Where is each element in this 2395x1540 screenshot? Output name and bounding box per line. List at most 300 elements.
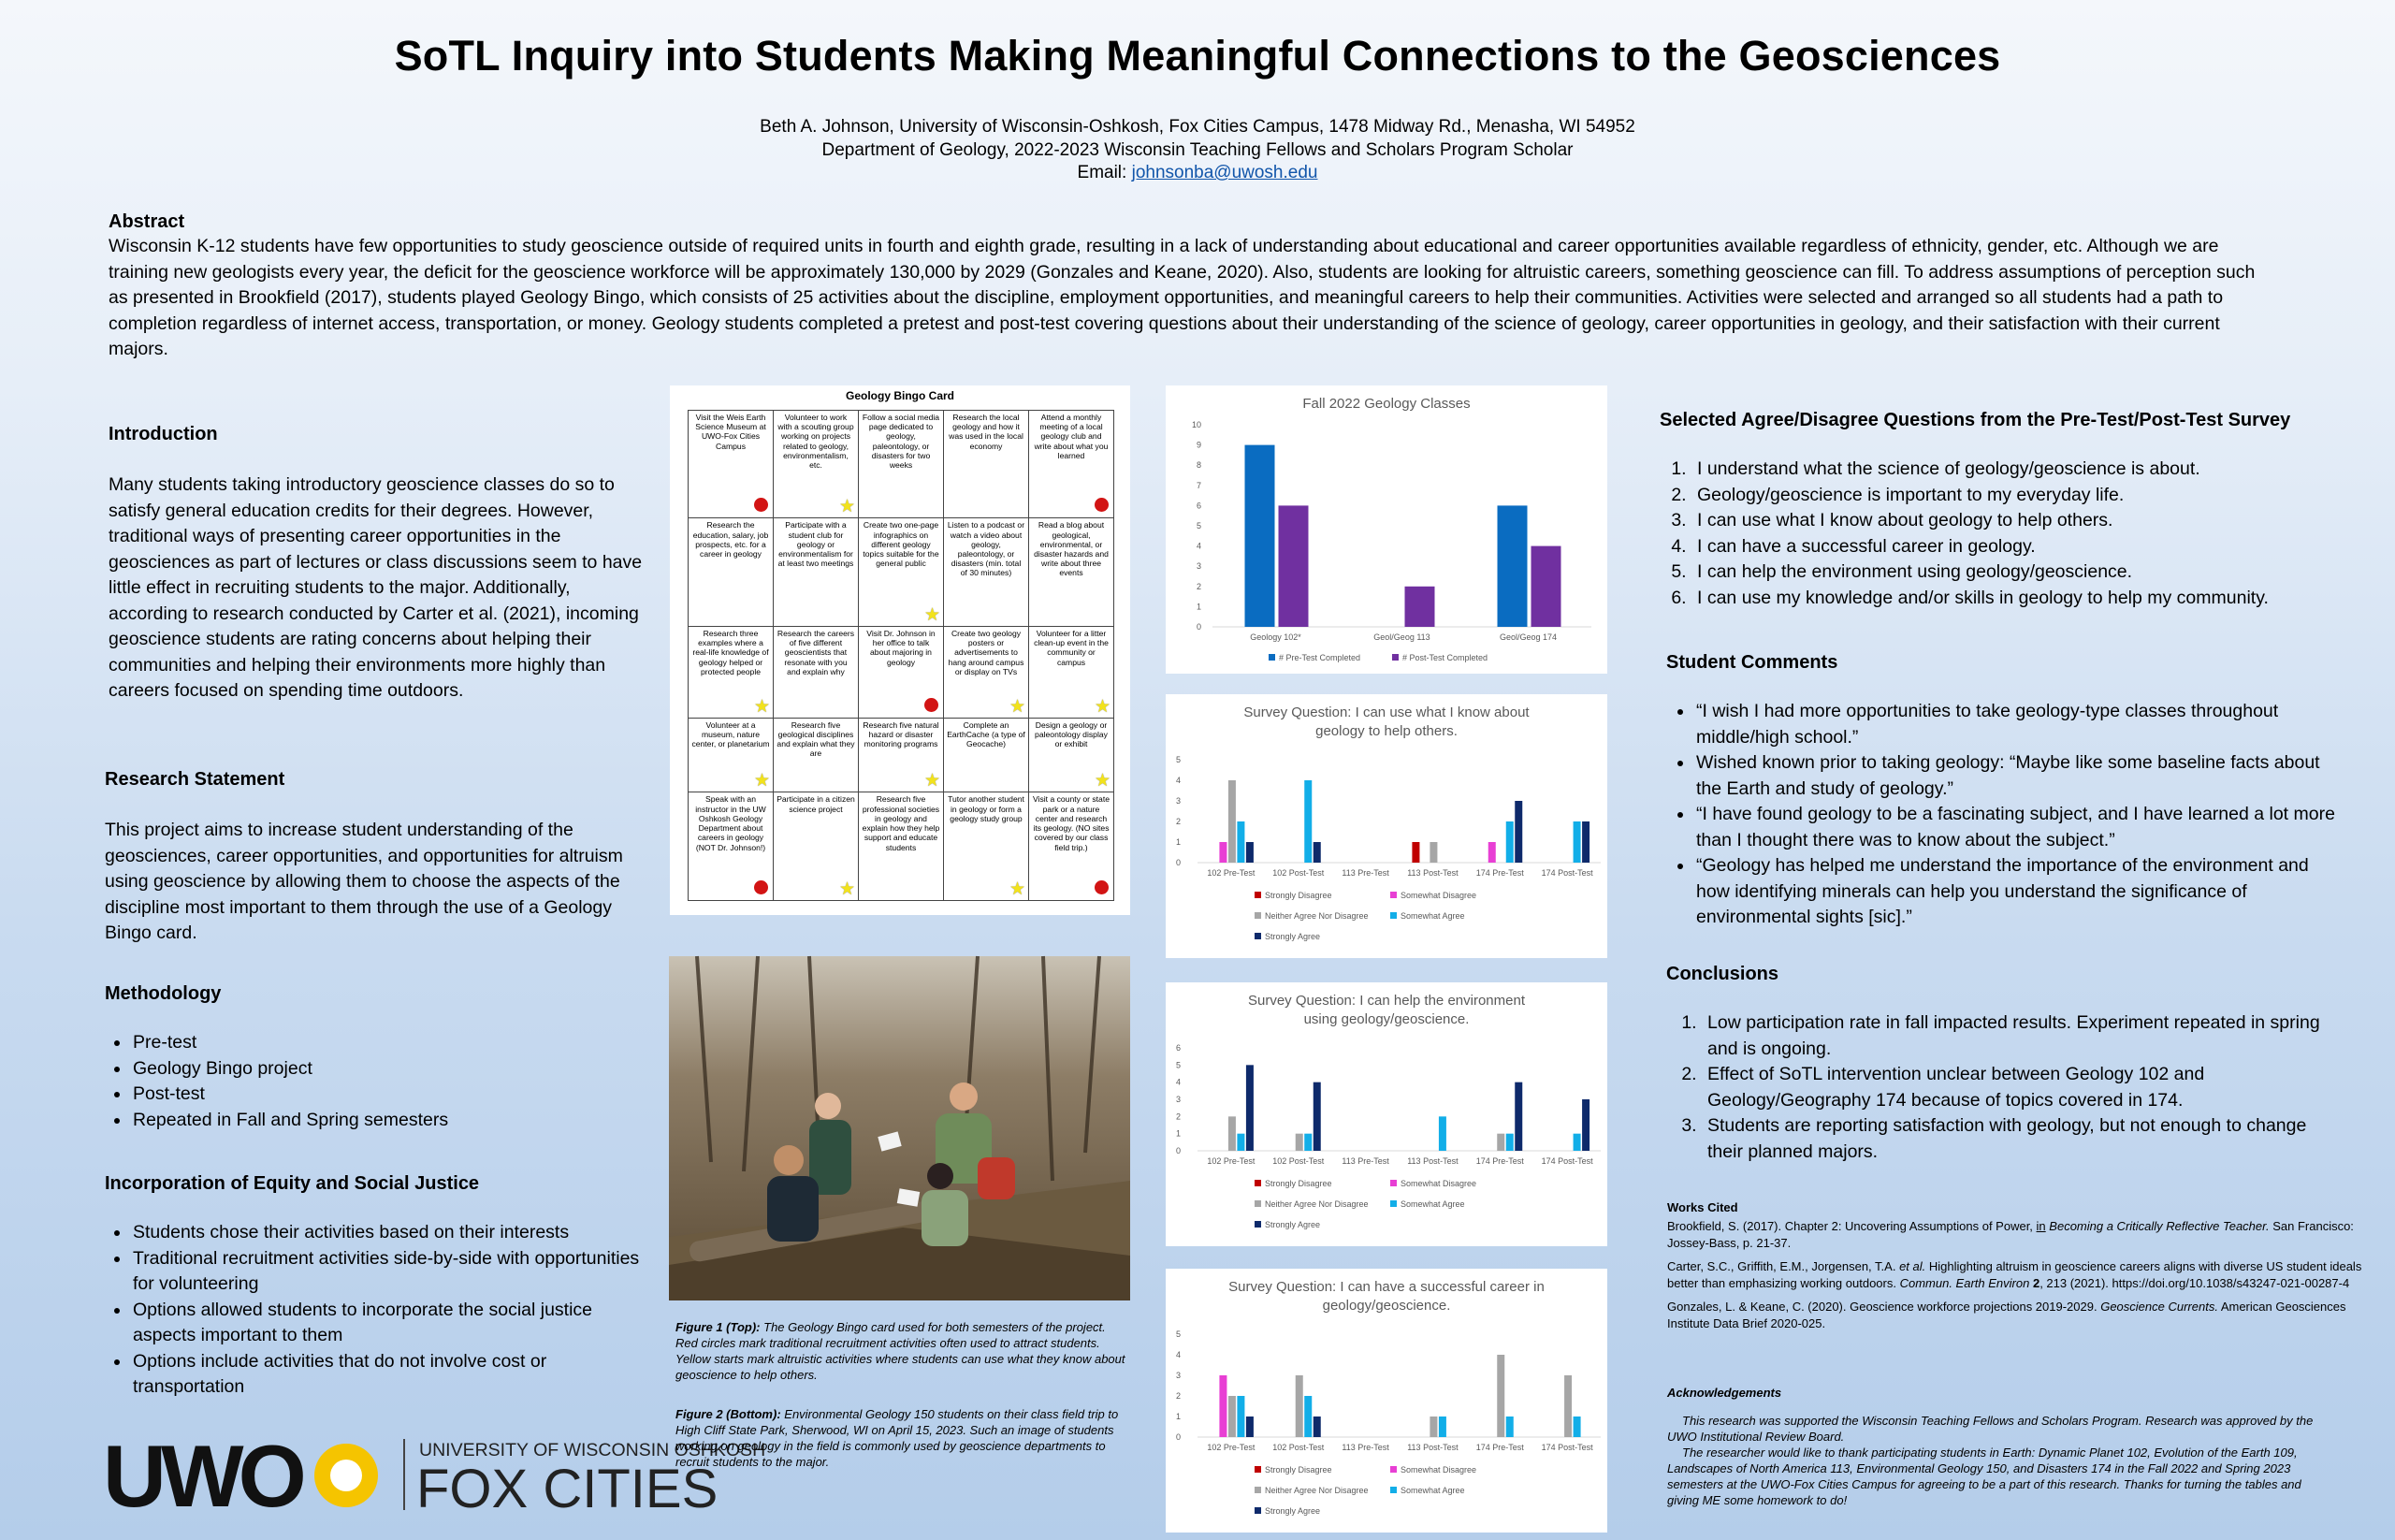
red-circle-marker <box>754 880 768 894</box>
yellow-star-marker: ★ <box>838 497 855 517</box>
bingo-cell <box>689 718 774 792</box>
figure-1-caption <box>675 1319 1130 1383</box>
legend-label: Neither Agree Nor Disagree <box>1265 1486 1369 1495</box>
bingo-cell-text: Research the education, salary, job prospects, etc. for a career in geology <box>692 520 769 559</box>
chart-title: using geology/geoscience. <box>1303 1011 1470 1027</box>
bingo-cell-text: Research three examples where a real-life knowledge of geology helped or protected people <box>692 628 769 676</box>
bingo-cell-text: Read a blog about geological, environmental, or disaster hazards and write about three events <box>1034 520 1109 578</box>
bingo-cell-text: Research five geological disciplines and explain what they are <box>777 719 855 759</box>
bingo-cell <box>774 518 859 626</box>
methodology-list <box>105 1030 643 1133</box>
list-item: • Repeated in Fall and Spring semesters <box>131 1108 643 1134</box>
x-tick-label: 174 Pre-Test <box>1475 868 1524 878</box>
x-tick-label: 174 Post-Test <box>1541 868 1593 878</box>
red-circle-marker <box>754 498 768 512</box>
bingo-grid <box>688 410 1114 901</box>
list-item: • Post-test <box>131 1082 643 1108</box>
author-email-line <box>0 163 2395 183</box>
ref-text: Carter, S.C., Griffith, E.M., Jorgensen, T.A. <box>1667 1259 1900 1273</box>
abstract-heading: Abstract <box>109 211 185 232</box>
y-tick-label: 0 <box>1175 858 1181 867</box>
research-heading: Research Statement <box>105 769 285 790</box>
legend-label: Neither Agree Nor Disagree <box>1265 911 1369 921</box>
acknowledgements-section <box>1667 1385 2331 1508</box>
bar <box>1314 1417 1321 1437</box>
list-item: • “I wish I had more opportunities to take geology-type classes throughout middle/high school.” <box>1694 699 2340 750</box>
list-item: • “I have found geology to be a fascinating subject, and I have learned a lot more than I thought there was to know about the subject.” <box>1694 802 2340 853</box>
list-item: • Options include activities that do not involve cost or transportation <box>131 1349 647 1401</box>
survey-list <box>1660 457 2333 611</box>
x-tick-label: 102 Post-Test <box>1272 1443 1325 1452</box>
y-tick-label: 9 <box>1196 440 1201 450</box>
acknowledgements-p1: This research was supported the Wisconsin Teaching Fellows and Scholars Program. Research was approved by the UWO Institutional Review Board. <box>1667 1414 2314 1444</box>
bar <box>1304 780 1312 863</box>
abstract-text: Wisconsin K-12 students have few opportunities to study geoscience outside of required units in fourth and eighth grade, resulting in a lack of understanding about educational and career opportunities available regardless of ethnicity, gender, etc. Although we are training new geologists every year, the deficit for the geoscience workforce will be approximately 130,000 by 2029 (Gonzales and Keane, 2020). Also, students are looking for altruistic careers, something geoscience can fill. To address assumptions of perception such as presented in Brookfield (2017), students played Geology Bingo, which consists of 25 activities about the discipline, employment opportunities, and meaningful careers to help their communities. Activities were selected and arranged so all students had a path to completion regardless of internet access, transportation, or money. Geology students completed a pretest and post-test covering questions about their understanding of the science of geology, career opportunities in geology, and their satisfaction with their current majors. <box>109 236 2256 359</box>
ref-text: San Francisco: Jossey-Bass, p. 21-37. <box>1667 1219 2354 1250</box>
chart-svg <box>1166 982 1607 1246</box>
y-tick-label: 2 <box>1175 1391 1181 1401</box>
bingo-cell <box>774 718 859 792</box>
bar <box>1439 1116 1446 1151</box>
works-cited-section <box>1667 1199 2364 1339</box>
x-tick-label: 113 Pre-Test <box>1342 1156 1389 1166</box>
bar <box>1246 1065 1254 1151</box>
bingo-cell <box>944 626 1029 718</box>
x-tick-label: 102 Pre-Test <box>1207 1156 1256 1166</box>
list-item: 3. I can use what I know about geology to help others. <box>1691 508 2333 534</box>
equity-list <box>105 1220 647 1401</box>
x-tick-label: 174 Post-Test <box>1541 1443 1593 1452</box>
bar <box>1304 1396 1312 1437</box>
bingo-cell-text: Visit the Weis Earth Science Museum at UWO-Fox Cities Campus <box>695 413 766 451</box>
bingo-cell-text: Create two geology posters or advertisements to hang around campus or display on TVs <box>948 628 1024 676</box>
legend-label: # Pre-Test Completed <box>1279 653 1361 662</box>
bingo-cell <box>774 626 859 718</box>
y-tick-label: 3 <box>1175 1371 1181 1380</box>
ref-text: Becoming a Critically Reflective Teacher. <box>2049 1219 2270 1233</box>
bingo-cell-text: Complete an EarthCache (a type of Geocache) <box>947 719 1025 749</box>
bingo-cell <box>944 411 1029 518</box>
y-tick-label: 5 <box>1175 1329 1181 1339</box>
bar <box>1430 1417 1437 1437</box>
bar <box>1582 1099 1589 1151</box>
list-item: • “Geology has helped me understand the importance of the environment and how identifying minerals can help you understand the significance of environmental sights [sic].” <box>1694 853 2340 931</box>
ref-text: et al. <box>1899 1259 1926 1273</box>
ref-text: Commun. Earth Environ <box>1899 1276 2030 1290</box>
legend-label: Somewhat Agree <box>1401 1486 1465 1495</box>
equity-section <box>105 1173 647 1401</box>
list-item: 6. I can use my knowledge and/or skills in geology to help my community. <box>1691 586 2333 612</box>
list-item: 3. Students are reporting satisfaction with geology, but not enough to change their planned majors. <box>1702 1113 2340 1165</box>
bingo-cell-text: Design a geology or paleontology display or exhibit <box>1035 719 1108 749</box>
comments-list <box>1666 699 2340 931</box>
bar <box>1304 1134 1312 1151</box>
y-tick-label: 4 <box>1175 1350 1181 1359</box>
yellow-star-marker: ★ <box>1094 696 1110 717</box>
figure-2-label: Figure 2 (Bottom): <box>675 1407 781 1421</box>
list-item: 1. I understand what the science of geology/geoscience is about. <box>1691 457 2333 483</box>
bingo-cell-text: Create two one-page infographics on different geology topics suitable for the general public <box>863 520 939 569</box>
ref-text: American Geosciences Institute Data Brief 2020-025. <box>1667 1300 2346 1330</box>
legend-swatch <box>1390 1487 1397 1493</box>
legend-swatch <box>1390 892 1397 898</box>
bingo-cell-text: Listen to a podcast or watch a video about geology, paleontology, or disasters (min. total of 30 minutes) <box>947 520 1025 578</box>
bingo-cell-text: Volunteer at a museum, nature center, or planetarium <box>691 719 770 749</box>
legend-swatch <box>1255 1200 1261 1207</box>
reference-2 <box>1667 1258 2364 1292</box>
list-item: 5. I can help the environment using geology/geoscience. <box>1691 559 2333 586</box>
y-tick-label: 1 <box>1175 837 1181 847</box>
list-item: 2. Effect of SoTL intervention unclear between Geology 102 and Geology/Geography 174 because of topics covered in 174. <box>1702 1062 2340 1113</box>
bar <box>1246 842 1254 863</box>
bingo-cell-text: Research the careers of five different geoscientists that resonate with you and explain why <box>777 628 855 676</box>
bar <box>1314 1082 1321 1151</box>
x-tick-label: 113 Pre-Test <box>1342 1443 1389 1452</box>
legend-swatch <box>1255 933 1261 939</box>
bingo-cell <box>944 718 1029 792</box>
introduction-section <box>109 424 651 705</box>
conclusions-section <box>1666 964 2340 1165</box>
list-item: • Options allowed students to incorporate the social justice aspects important to them <box>131 1298 647 1349</box>
bar <box>1237 821 1244 863</box>
bingo-row <box>689 411 1114 518</box>
y-tick-label: 4 <box>1175 1077 1181 1087</box>
legend-label: Strongly Agree <box>1265 1506 1321 1516</box>
bingo-row <box>689 718 1114 792</box>
bingo-cell-text: Participate with a student club for geology or environmentalism for at least two meetings <box>777 520 854 569</box>
comments-heading: Student Comments <box>1666 652 1838 673</box>
yellow-star-marker: ★ <box>753 771 770 792</box>
y-tick-label: 0 <box>1196 622 1201 632</box>
bar <box>1228 1396 1236 1437</box>
chart-title: geology/geoscience. <box>1322 1298 1451 1314</box>
y-tick-label: 2 <box>1175 817 1181 826</box>
y-tick-label: 7 <box>1196 480 1201 490</box>
y-tick-label: 3 <box>1175 1095 1181 1104</box>
bingo-row <box>689 518 1114 626</box>
methodology-section <box>105 983 643 1133</box>
legend-swatch <box>1255 892 1261 898</box>
bingo-cell-text: Participate in a citizen science project <box>777 794 855 814</box>
research-section <box>105 769 643 947</box>
red-circle-marker <box>1095 880 1109 894</box>
legend-swatch <box>1390 1180 1397 1186</box>
bar <box>1314 842 1321 863</box>
acknowledgements-p2: The researcher would like to thank participating students in Earth: Dynamic Planet 102, Evolution of the Earth 109, Landscapes of North America 113, Environmental Geology 150, and Disasters 174 in the Fall 2022 and Spring 2023 semesters at the UWO-Fox Cities Campus for agreeing to be a part of this research. Thanks for turning the tables and giving ME some homework to do! <box>1667 1446 2301 1507</box>
chart-fall-classes <box>1166 385 1607 674</box>
bar <box>1497 1355 1504 1437</box>
bingo-cell <box>1029 518 1114 626</box>
bingo-cell <box>689 518 774 626</box>
x-tick-label: Geol/Geog 174 <box>1499 632 1558 642</box>
bar <box>1296 1375 1303 1437</box>
logo-line-2: FOX CITIES <box>416 1459 718 1519</box>
x-tick-label: 113 Post-Test <box>1407 1443 1459 1452</box>
bar <box>1245 445 1275 627</box>
bar <box>1237 1134 1244 1151</box>
bingo-cell <box>689 792 774 901</box>
list-item: • Geology Bingo project <box>131 1056 643 1082</box>
legend-label: Neither Agree Nor Disagree <box>1265 1199 1369 1209</box>
yellow-star-marker: ★ <box>1094 771 1110 792</box>
y-tick-label: 4 <box>1175 776 1181 785</box>
yellow-star-marker: ★ <box>923 604 940 625</box>
legend-label: Strongly Disagree <box>1265 1179 1332 1188</box>
bar <box>1412 842 1419 863</box>
list-item: • Wished known prior to taking geology: “Maybe like some baseline facts about the Earth and study of geology.” <box>1694 750 2340 802</box>
legend-swatch <box>1255 1466 1261 1473</box>
bar <box>1506 821 1514 863</box>
yellow-star-marker: ★ <box>753 696 770 717</box>
field-trip-photo <box>669 956 1130 1300</box>
legend-label: Strongly Agree <box>1265 1220 1321 1229</box>
legend-swatch <box>1390 1466 1397 1473</box>
y-tick-label: 6 <box>1175 1043 1181 1053</box>
bar <box>1531 546 1561 627</box>
legend-swatch <box>1390 1200 1397 1207</box>
x-tick-label: 102 Post-Test <box>1272 868 1325 878</box>
list-item: 2. Geology/geoscience is important to my everyday life. <box>1691 483 2333 509</box>
bingo-cell <box>1029 718 1114 792</box>
bingo-cell-text: Visit a county or state park or a nature center and research its geology. (NO sites covered by our class field trip.) <box>1032 794 1110 852</box>
poster-title: SoTL Inquiry into Students Making Meaningful Connections to the Geosciences <box>394 32 2001 80</box>
bingo-cell <box>689 411 774 518</box>
reference-1 <box>1667 1218 2364 1252</box>
bingo-card <box>670 385 1130 915</box>
list-item: • Pre-test <box>131 1030 643 1056</box>
x-tick-label: 174 Post-Test <box>1541 1156 1593 1166</box>
logo-o-center <box>330 1460 362 1491</box>
bar <box>1296 1134 1303 1151</box>
ref-text: 2 <box>2032 1276 2040 1290</box>
chart-svg <box>1166 694 1607 958</box>
conclusions-heading: Conclusions <box>1666 964 1779 984</box>
bingo-cell <box>859 626 944 718</box>
author-line-2: Department of Geology, 2022-2023 Wisconsin Teaching Fellows and Scholars Program Scholar <box>821 140 1574 160</box>
bar <box>1237 1396 1244 1437</box>
bingo-title: Geology Bingo Card <box>845 389 954 402</box>
legend-swatch <box>1269 654 1275 661</box>
bingo-cell-text: Speak with an instructor in the UW Oshkosh Geology Department about careers in geology (NOT Dr. Johnson!) <box>695 794 766 852</box>
bar <box>1506 1134 1514 1151</box>
legend-label: Somewhat Disagree <box>1401 1179 1477 1188</box>
bingo-cell-text: Research the local geology and how it was used in the local economy <box>949 413 1023 451</box>
bingo-cell <box>1029 626 1114 718</box>
bingo-cell <box>774 411 859 518</box>
bar <box>1228 780 1236 863</box>
bar <box>1582 821 1589 863</box>
research-text: This project aims to increase student understanding of the geosciences, career opportunities, and opportunities for altruism using geoscience by allowing them to choose the aspects of the discipline most important to them through the use of a Geology Bingo card. <box>105 820 623 943</box>
yellow-star-marker: ★ <box>1009 696 1025 717</box>
bar <box>1279 505 1309 627</box>
y-tick-label: 8 <box>1196 460 1201 471</box>
legend-label: # Post-Test Completed <box>1402 653 1488 662</box>
y-tick-label: 5 <box>1175 1060 1181 1070</box>
figure-1-label: Figure 1 (Top): <box>675 1320 761 1334</box>
legend-label: Somewhat Disagree <box>1401 891 1477 900</box>
legend-label: Strongly Agree <box>1265 932 1321 941</box>
chart-svg <box>1166 1269 1607 1533</box>
figure-2-text: Environmental Geology 150 students on their class field trip to High Cliff State Park, Sherwood, WI on April 15, 2023. Such an image of students working on geology in the field is commonly used by geoscience departments to recruit students to the major. <box>675 1407 1119 1469</box>
legend-label: Somewhat Disagree <box>1401 1465 1477 1475</box>
bingo-cell <box>1029 792 1114 901</box>
y-tick-label: 5 <box>1196 521 1201 530</box>
yellow-star-marker: ★ <box>923 771 940 792</box>
bingo-cell <box>689 626 774 718</box>
red-circle-marker <box>924 698 938 712</box>
uwo-logo-mark: UWO <box>103 1427 301 1525</box>
survey-heading: Selected Agree/Disagree Questions from the Pre-Test/Post-Test Survey <box>1660 410 2291 430</box>
legend-swatch <box>1390 912 1397 919</box>
x-tick-label: 102 Pre-Test <box>1207 1443 1256 1452</box>
abstract-section <box>109 211 2279 363</box>
y-tick-label: 1 <box>1175 1128 1181 1139</box>
bar <box>1498 505 1528 627</box>
legend-label: Strongly Disagree <box>1265 1465 1332 1475</box>
bingo-cell-text: Follow a social media page dedicated to geology, paleontology, or disasters for two weeks <box>862 413 940 471</box>
field-trip-image <box>669 956 1130 1300</box>
yellow-star-marker: ★ <box>838 879 855 899</box>
bar <box>1574 1417 1581 1437</box>
bingo-cell-text: Volunteer to work with a scouting group working on projects related to geology, environmentalism, etc. <box>777 413 854 471</box>
y-tick-label: 6 <box>1196 501 1201 511</box>
bar <box>1488 842 1496 863</box>
email-link[interactable]: johnsonba@uwosh.edu <box>1131 163 1318 182</box>
bar <box>1246 1417 1254 1437</box>
bingo-cell <box>859 411 944 518</box>
figure-1-text: The Geology Bingo card used for both semesters of the project. Red circles mark traditional recruitment activities often used to attract students. Yellow starts mark altruistic activities where students can use what they know about geoscience to help others. <box>675 1320 1125 1382</box>
bingo-cell-text: Visit Dr. Johnson in her office to talk about majoring in geology <box>866 628 936 667</box>
chart-successful-career <box>1166 1269 1607 1533</box>
x-tick-label: 102 Post-Test <box>1272 1156 1325 1166</box>
bar <box>1219 1375 1227 1437</box>
bar <box>1564 1375 1572 1437</box>
reference-3 <box>1667 1299 2364 1332</box>
introduction-text: Many students taking introductory geoscience classes do so to satisfy general education credits for their degrees. However, traditional ways of presenting career opportunities in the geosciences as part of lectures or class discussions seem to have little effect in recruiting students to the major. Additionally, according to research conducted by Carter et al. (2021), incoming geoscience students are rating concerns about helping their communities and helping their environments more highly than careers focused on spending time outdoors. <box>109 474 643 701</box>
legend-swatch <box>1392 654 1399 661</box>
y-tick-label: 3 <box>1196 561 1201 572</box>
survey-section <box>1660 410 2333 611</box>
legend-swatch <box>1255 912 1261 919</box>
uwo-logo-graphic <box>103 1427 766 1525</box>
chart-title: geology to help others. <box>1315 723 1458 739</box>
bingo-row <box>689 626 1114 718</box>
chart-help-environment <box>1166 982 1607 1246</box>
figure-2-caption <box>675 1406 1130 1470</box>
yellow-star-marker: ★ <box>1009 879 1025 899</box>
chart-svg <box>1166 385 1607 674</box>
bar <box>1515 1082 1522 1151</box>
y-tick-label: 1 <box>1196 602 1201 612</box>
x-tick-label: 113 Post-Test <box>1407 868 1459 878</box>
bingo-cell <box>859 792 944 901</box>
bingo-cell <box>774 792 859 901</box>
y-tick-label: 4 <box>1196 541 1201 551</box>
x-tick-label: 113 Pre-Test <box>1342 868 1389 878</box>
works-cited-heading: Works Cited <box>1667 1200 1738 1214</box>
ref-text: Geoscience Currents. <box>2100 1300 2218 1314</box>
bingo-row <box>689 792 1114 901</box>
bingo-cell-text: Volunteer for a litter clean-up event in the community or campus <box>1034 628 1109 667</box>
chart-title: Survey Question: I can help the environment <box>1247 993 1526 1009</box>
logo-line-1: UNIVERSITY OF WISCONSIN OSHKOSH <box>419 1440 766 1460</box>
ref-text: Highlighting altruism in geoscience careers aligns with diverse US student ideals better than emphasizing working outdoors. <box>1667 1259 2362 1290</box>
methodology-heading: Methodology <box>105 983 222 1004</box>
x-tick-label: 174 Pre-Test <box>1475 1443 1524 1452</box>
legend-label: Somewhat Agree <box>1401 1199 1465 1209</box>
ref-text: Brookfield, S. (2017). Chapter 2: Uncovering Assumptions of Power, <box>1667 1219 2037 1233</box>
acknowledgements-heading: Acknowledgements <box>1667 1386 1782 1400</box>
bar <box>1439 1417 1446 1437</box>
chart-help-others <box>1166 694 1607 958</box>
introduction-heading: Introduction <box>109 424 218 444</box>
x-tick-label: 113 Post-Test <box>1407 1156 1459 1166</box>
bar <box>1405 587 1435 627</box>
comments-section <box>1666 652 2340 931</box>
list-item: • Traditional recruitment activities side-by-side with opportunities for volunteering <box>131 1246 647 1298</box>
bingo-cell <box>859 718 944 792</box>
uwo-logo <box>103 1427 766 1525</box>
bingo-cell-text: Research five professional societies in geology and explain how they help support and educate students <box>862 794 940 852</box>
chart-title: Survey Question: I can have a successful career in <box>1228 1279 1545 1295</box>
legend-label: Strongly Disagree <box>1265 891 1332 900</box>
author-line-1: Beth A. Johnson, University of Wisconsin-Oshkosh, Fox Cities Campus, 1478 Midway Rd., Menasha, WI 54952 <box>760 117 1635 137</box>
email-label: Email: <box>1077 163 1132 182</box>
bar <box>1506 1417 1514 1437</box>
bar <box>1219 842 1227 863</box>
legend-label: Somewhat Agree <box>1401 911 1465 921</box>
bingo-cell <box>944 518 1029 626</box>
equity-heading: Incorporation of Equity and Social Justice <box>105 1173 480 1194</box>
bar <box>1574 821 1581 863</box>
list-item: 1. Low participation rate in fall impacted results. Experiment repeated in spring and is ongoing. <box>1702 1010 2340 1062</box>
bar <box>1497 1134 1504 1151</box>
y-tick-label: 0 <box>1175 1146 1181 1155</box>
y-tick-label: 10 <box>1191 420 1201 429</box>
x-tick-label: Geol/Geog 113 <box>1373 632 1430 642</box>
chart-title: Fall 2022 Geology Classes <box>1302 396 1471 412</box>
bingo-cell-text: Tutor another student in geology or form a geology study group <box>948 794 1024 823</box>
list-item: 4. I can have a successful career in geology. <box>1691 534 2333 560</box>
legend-swatch <box>1255 1487 1261 1493</box>
red-circle-marker <box>1095 498 1109 512</box>
y-tick-label: 2 <box>1175 1111 1181 1122</box>
bar <box>1515 801 1522 863</box>
bingo-cell-text: Attend a monthly meeting of a local geology club and write about what you learned <box>1034 413 1109 460</box>
y-tick-label: 5 <box>1175 755 1181 764</box>
chart-title: Survey Question: I can use what I know about <box>1243 705 1530 720</box>
legend-swatch <box>1255 1180 1261 1186</box>
legend-swatch <box>1255 1221 1261 1228</box>
ref-text: , 213 (2021). https://doi.org/10.1038/s43247-021-00287-4 <box>2039 1276 2350 1290</box>
bingo-cell <box>944 792 1029 901</box>
list-item: • Students chose their activities based on their interests <box>131 1220 647 1246</box>
y-tick-label: 2 <box>1196 581 1201 591</box>
bar <box>1574 1134 1581 1151</box>
y-tick-label: 3 <box>1175 796 1181 806</box>
bar <box>1228 1116 1236 1151</box>
bingo-cell-text: Research five natural hazard or disaster monitoring programs <box>863 719 939 749</box>
x-tick-label: Geology 102* <box>1250 632 1301 642</box>
ref-text: Gonzales, L. & Keane, C. (2020). Geoscience workforce projections 2019-2029. <box>1667 1300 2101 1314</box>
conclusions-list <box>1666 1010 2340 1165</box>
bingo-cell <box>1029 411 1114 518</box>
x-tick-label: 102 Pre-Test <box>1207 868 1256 878</box>
y-tick-label: 0 <box>1175 1432 1181 1442</box>
y-tick-label: 1 <box>1175 1412 1181 1421</box>
bingo-cell <box>859 518 944 626</box>
legend-swatch <box>1255 1507 1261 1514</box>
